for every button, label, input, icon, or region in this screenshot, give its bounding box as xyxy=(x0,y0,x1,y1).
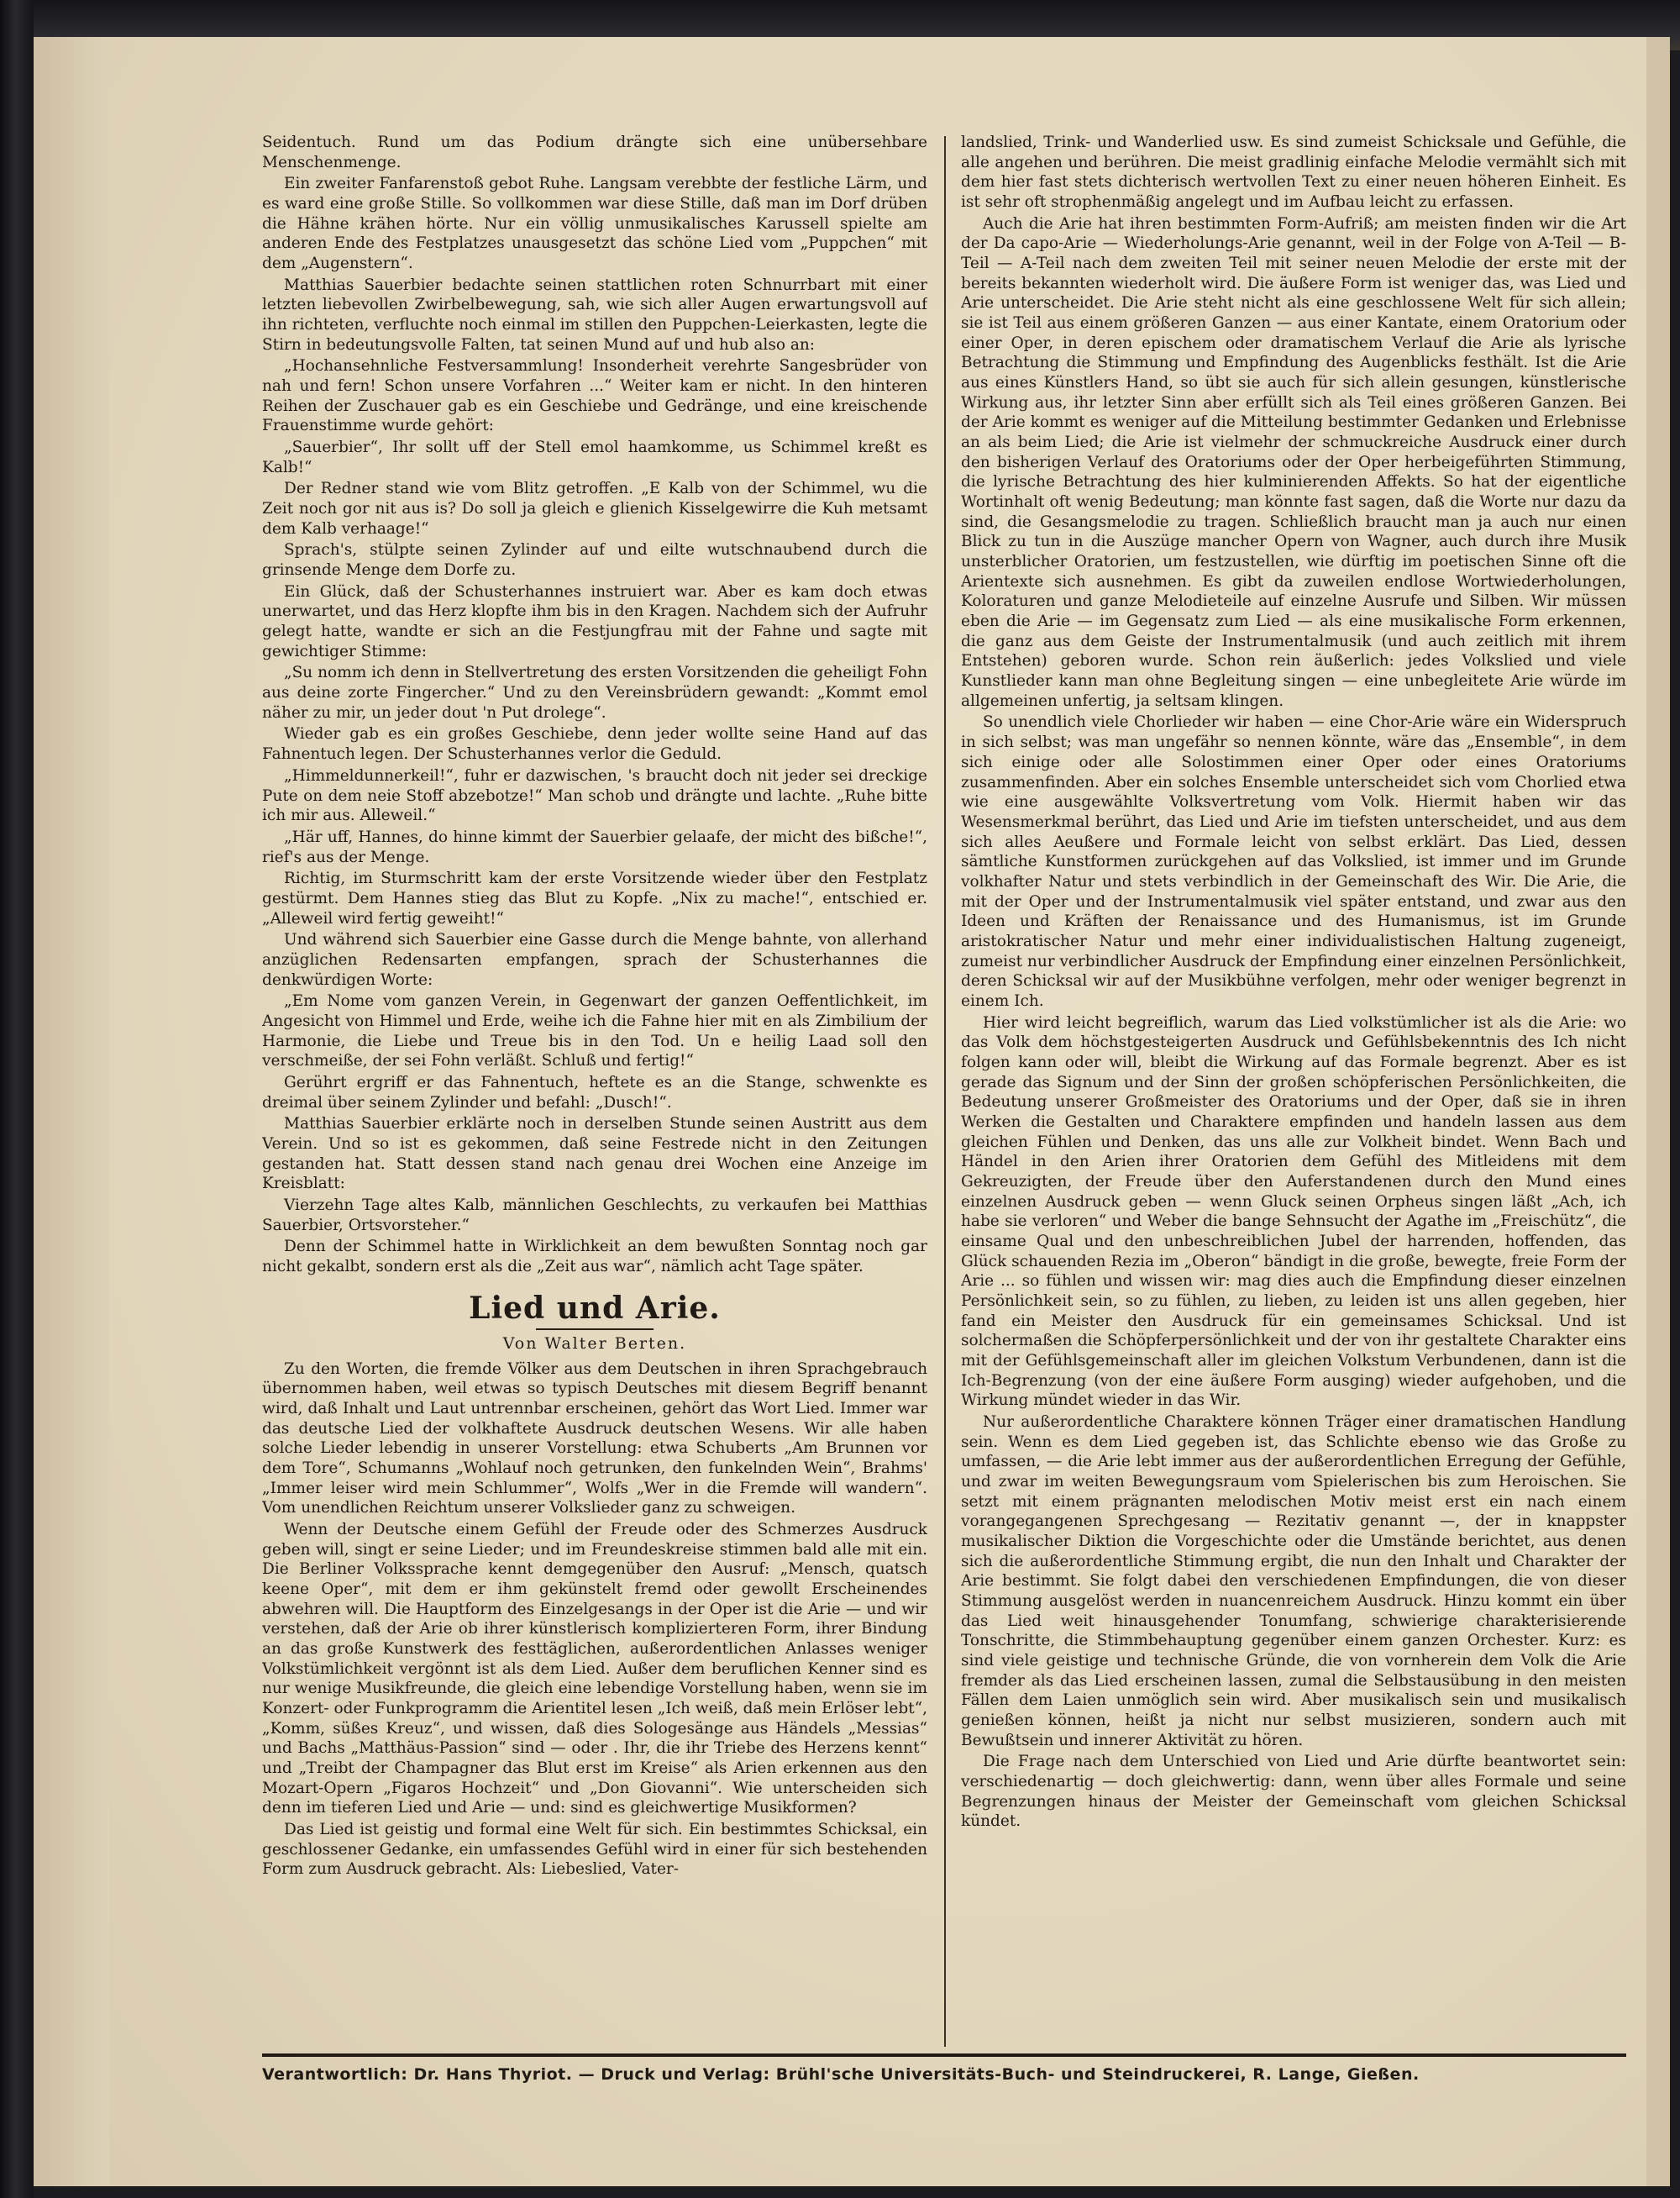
article-byline: Von Walter Berten. xyxy=(502,1334,687,1354)
story-paragraph: Denn der Schimmel hatte in Wirklichkeit an dem bewußten Sonntag noch gar nicht gekalbt, sondern erst als die „Zeit aus war“, nämlich acht Tage später. xyxy=(262,1238,927,1275)
story-paragraph: Und während sich Sauerbier eine Gasse durch die Menge bahnte, von allerhand anzüglichen Redensarten empfangen, sprach der Schusterhannes die denkwürdigen Worte: xyxy=(262,931,927,989)
book-binding xyxy=(0,0,34,2198)
story-paragraph: Ein Glück, daß der Schusterhannes instruiert war. Aber es kam doch etwas unerwartet, und das Herz klopfte ihm bis in den Kragen. Nachdem sich der Aufruhr gelegt hatte, wandte er sich an die Festjungfrau mit der Fahne und sagte mit gewichtiger Stimme: xyxy=(262,582,927,660)
story-paragraph: Sprach's, stülpte seinen Zylinder auf und eilte wutschnaubend durch die grinsende Menge dem Dorfe zu. xyxy=(262,541,927,580)
article-body-start xyxy=(262,1359,927,1880)
article-paragraph: Nur außerordentliche Charaktere können Träger einer dramatischen Handlung sein. Wenn es dem Lied gegeben ist, das Schlichte ebenso wie das Große zu umfassen, — die Arie lebt immer aus der außerordentlichen Erregung der Gefühle, und zwar im weiten Bewegungsraum vom Spielerischen bis zum Heroischen. Sie setzt mit einem prägnanten melodischen Motiv meist erst ein nach einem vorangegangenen Sprechgesang — Rezitativ genannt —, der in knappster musikalischer Diktion die Vorgeschichte oder die Umstände berichtet, aus denen sich die außerordentliche Stimmung ergibt, die nun den Inhalt und Charakter der Arie bestimmt. Sie folgt dabei den verschiedenen Empfindungen, die von dieser Stimmung ausgelöst werden in nuancenreichem Ausdruck. Hinzu kommt ein über das Lied weit hinausgehender Tonumfang, schwierige charakterisierende Tonschritte, die Stimmbehauptung gegenüber einem ganzen Orchester. Kurz: es sind viele geistige und technische Gründe, die von vornherein dem Volk die Arie fremder als das Lied erscheinen lassen, zumal die Selbstausübung in den meisten Fällen dem Laien unmöglich sein wird. Aber musikalisch sein und musikalisch genießen können, heißt ja nicht nur selbst musizieren, sondern auch mit Bewußtsein und innerer Aktivität zu hören. xyxy=(961,1413,1626,1749)
story-paragraph: „Himmeldunnerkeil!“, fuhr er dazwischen, 's braucht doch nit jeder sei dreckige Pute on dem neie Stoff abzebotze!“ Man schob und drängte und lachte. „Ruhe bitte ich mir aus. Alleweil.“ xyxy=(262,766,927,825)
article-paragraph: Auch die Arie hat ihren bestimmten Form-Aufriß; am meisten finden wir die Art der Da capo-Arie — Wiederholungs-Arie genannt, weil in der Folge von A-Teil — B-Teil — A-Teil nach dem zweiten Teil mit seiner neuen Melodie der erste mit der bereits bekannten wiederholt wird. Die äußere Form ist weniger das, was Lied und Arie unterscheidet. Die Arie steht nicht als eine geschlossene Welt für sich allein; sie ist Teil aus einem größeren Ganzen — aus einer Kantate, einem Oratorium oder einer Oper, in deren epischem oder dramatischem Verlauf die Arie als lyrische Betrachtung die Stimmung und Empfindung des Augenblicks festhält. Ist die Arie aus eines Künstlers Hand, so übt sie auch für sich allein gesungen, künstlerische Wirkung aus, ihr letzter Sinn aber erfüllt sich als Teil eines größeren Ganzen. Bei der Arie kommt es weniger auf die Mitteilung bestimmter Gedanken und Erlebnisse an als beim Lied; die Arie ist vielmehr der schmuckreiche Ausdruck einer durch den bisherigen Verlauf des Oratoriums oder der Oper herbeigeführten Stimmung, die lyrische Betrachtung des hier kulminierenden Affekts. So hat der eigentliche Wortinhalt oft wenig Bedeutung; man könnte fast sagen, daß die Worte nur dazu da sind, die Gesangsmelodie zu tragen. Schließlich braucht man ja auch nur einen Blick zu tun in die Auszüge mancher Opern von Wagner, auch durch ihre Musik unsterblicher Oratorien, um festzustellen, wie dürftig im poetischen Sinne oft die Arientexte sich ausnehmen. Es gibt da zuweilen endlose Wortwiederholungen, Koloraturen und ganze Melodieteile auf einzelne Ausrufe und Silben. Wir müssen eben die Arie — im Gegensatz zum Lied — als eine musikalische Form erkennen, die ganz aus dem Geiste der Instrumentalmusik (und auch zeitlich mit ihrem Entstehen) geboren wurde. Schon rein äußerlich: jedes Volkslied und viele Kunstlieder kann man ohne Begleitung singen — eine unbegleitete Arie würde im allgemeinen unfertig, ja seltsam klingen. xyxy=(961,214,1626,710)
story-continuation xyxy=(262,133,927,1277)
newspaper-page xyxy=(262,133,1626,2084)
story-paragraph: Ein zweiter Fanfarenstoß gebot Ruhe. Langsam verebbte der festliche Lärm, und es ward eine große Stille. So vollkommen war diese Stille, daß man im Dorf drüben die Hähne krähen hörte. Nur ein völlig unmusikalisches Karussell spielte am anderen Ende des Festplatzes unausgesetzt das schöne Lied vom „Puppchen“ mit dem „Augenstern“. xyxy=(262,175,927,273)
story-paragraph: „Här uff, Hannes, do hinne kimmt der Sauerbier gelaafe, der micht des bißche!“, rief's aus der Menge. xyxy=(262,828,927,866)
story-paragraph: „Sauerbier“, Ihr sollt uff der Stell emol haamkomme, us Schimmel kreßt es Kalb!“ xyxy=(262,439,927,476)
article-paragraph: Wenn der Deutsche einem Gefühl der Freude oder des Schmerzes Ausdruck geben will, singt er seine Lieder; und im Freundeskreise stimmen bald alle mit ein. Die Berliner Volkssprache kennt demgegenüber den Ausruf: „Mensch, quatsch keene Oper“, mit dem er ihm gekünstelt fremd oder gewollt Erscheinendes abwehren will. Die Hauptform des Einzelgesangs in der Oper ist die Arie — und wir verstehen, daß der Arie ob ihrer künstlerisch komplizierteren Form, ihrer Bindung an das große Kunstwerk des festtäglichen, außerordentlichen Anlasses weniger Volkstümlichkeit vergönnt ist als dem Lied. Außer dem beruflichen Kenner sind es nur wenige Musikfreunde, die gleich eine lebendige Vorstellung haben, wenn sie im Konzert- oder Funkprogramm die Arientitel lesen „Ich weiß, daß mein Erlöser lebt“, „Komm, süßes Kreuz“, und wissen, daß dies Sologesänge aus Händels „Messias“ und Bachs „Matthäus-Passion“ sind — oder . Ihr, die ihr Triebe des Herzens kennt“ und „Treibt der Champagner das Blut erst im Kreise“ als Arien erkennen aus den Mozart-Opern „Figaros Hochzeit“ und „Don Giovanni“. Wie unterscheiden sich denn im tieferen Lied und Arie — und: sind es gleichwertige Musikformen? xyxy=(262,1520,927,1817)
article-paragraph: Hier wird leicht begreiflich, warum das Lied volkstümlicher ist als die Arie: wo das Volk dem höchstgesteigerten Ausdruck und Gefühlsbekenntnis des Ich nicht folgen kann oder will, bleibt die Wirkung auf das Formale begrenzt. Aber es ist gerade das Signum und der Sinn der großen schöpferischen Persönlichkeiten, die Bedeutung unserer Großmeister des Oratoriums und der Oper, daß sie in ihren Werken die Gestalten und Charaktere empfinden und handeln lassen aus dem gleichen Fühlen und Denken, das uns alle zur Volkheit bindet. Wenn Bach und Händel in den Arien ihrer Oratorien dem Gefühl des Mitleidens mit dem Gekreuzigten, der Freude über den Auferstandenen durch den Mund eines einzelnen Ausdruck geben — wenn Gluck seinen Orpheus singen läßt „Ach, ich habe sie verloren“ und Weber die bange Sehnsucht der Agathe im „Freischütz“, die einsame Qual und den unbeschreiblichen Jubel der harrenden, hoffenden, das Glück schauenden Rezia im „Oberon“ bändigt in die große, bewegte, freie Form der Arie ... so fühlen und wissen wir: mag dies auch die Empfindung dieser einzelnen Persönlichkeit sein, so zu fühlen, zu lieben, zu leiden ist uns allen gegeben, hier fand ein Meister den Ausdruck für ein gemeinsames Schicksal. Und ist solchermaßen die Schöpferpersönlichkeit und der von ihr gestaltete Charakter eins mit der Gefühlsgemeinschaft aller im gleichen Volkstum Verbundenen, dann ist die Ich-Begrenzung (von der eine äußere Form ausging) wieder aufgehoben, und die Wirkung mündet wieder in das Wir. xyxy=(961,1013,1626,1410)
article-header xyxy=(262,1292,927,1354)
imprint-line: Verantwortlich: Dr. Hans Thyriot. — Druck und Verlag: Brühl'sche Universitäts-Buch- und Steindruckerei, R. Lange, Gießen. xyxy=(262,2065,1420,2084)
article-title: Lied und Arie. xyxy=(469,1290,721,1326)
article-paragraph: So unendlich viele Chorlieder wir haben — eine Chor-Arie wäre ein Widerspruch in sich selbst; was man ungefähr so nennen könnte, wäre das „Ensemble“, in dem sich einige oder alle Solostimmen einer Oper oder eines Oratoriums zusammenfinden. Aber ein solches Ensemble unterscheidet sich vom Chorlied etwa wie eine ausgewählte Volksvertretung vom Volk. Hiermit haben wir das Wesensmerkmal berührt, das Lied und Arie im tiefsten unterscheidet, und aus dem sich alles Aeußere und Formale leicht von selbst erklärt. Das Lied, dessen sämtliche Kunstformen zurückgehen auf das Volkslied, ist immer und im Grunde volkhafter Natur und stets verbindlich in der Gemeinschaft des Wir. Die Arie, die mit der Oper und der Instrumentalmusik viel später entstand, und zwar aus den Ideen und Kräften der Renaissance und des Humanismus, ist im Grunde aristokratischer Natur und mehr einer individualistischen Haltung zugeneigt, zumeist nur verbindlicher Ausdruck der Empfindung einer einzelnen Persönlichkeit, deren Schicksal wir auf der Musikbühne verfolgen, mehr oder weniger begrenzt in einem Ich. xyxy=(961,713,1626,1010)
story-paragraph: Matthias Sauerbier erklärte noch in derselben Stunde seinen Austritt aus dem Verein. Und so ist es gekommen, daß seine Festrede nicht in den Zeitungen gestanden hat. Statt dessen stand nach genau drei Wochen eine Anzeige im Kreisblatt: xyxy=(262,1115,927,1193)
column-divider xyxy=(944,136,946,2047)
footer-rule xyxy=(262,2053,1626,2057)
story-paragraph: Seidentuch. Rund um das Podium drängte sich eine unübersehbare Menschenmenge. xyxy=(262,134,927,171)
article-paragraph: landslied, Trink- und Wanderlied usw. Es sind zumeist Schicksale und Gefühle, die alle angehen und berühren. Die meist gradlinig einfache Melodie vermählt sich mit dem hier fast stets dichterisch wertvollen Text zu einer neuen höheren Einheit. Es ist sehr oft strophenmäßig angelegt und im Aufbau leicht zu erfassen. xyxy=(961,134,1626,212)
article-paragraph: Die Frage nach dem Unterschied von Lied und Arie dürfte beantwortet sein: verschiedenartig — doch gleichwertig: dann, wenn über alles Formale und seine Begrenzungen hinaus der Meister der Gemeinschaft vom gleichen Schicksal kündet. xyxy=(961,1753,1626,1831)
story-paragraph: Vierzehn Tage altes Kalb, männlichen Geschlechts, zu verkaufen bei Matthias Sauerbier, Ortsvorsteher.“ xyxy=(262,1196,927,1234)
story-paragraph: Der Redner stand wie vom Blitz getroffen. „E Kalb von der Schimmel, wu die Zeit noch gor nit aus is? Do soll ja gleich e glienich Kisselgewirre die Kuh metsamt dem Kalb verhaage!“ xyxy=(262,480,927,538)
story-paragraph: Richtig, im Sturmschritt kam der erste Vorsitzende wieder über den Festplatz gestürmt. Dem Hannes stieg das Blut zu Kopfe. „Nix zu mache!“, entschied er. „Alleweil wird fertig geweiht!“ xyxy=(262,870,927,928)
title-rule xyxy=(536,1328,654,1330)
left-column xyxy=(262,133,927,2047)
story-paragraph: „Hochansehnliche Festversammlung! Insonderheit verehrte Sangesbrüder von nah und fern! Schon unsere Vorfahren ...“ Weiter kam er nicht. In den hinteren Reihen der Zuschauer gab es ein Geschiebe und Gedränge, und eine kreischende Frauenstimme wurde gehört: xyxy=(262,357,927,435)
story-paragraph: Matthias Sauerbier bedachte seinen stattlichen roten Schnurrbart mit einer letzten liebevollen Zwirbelbewegung, sah, wie sich aller Augen erwartungsvoll auf ihn richteten, verfluchte noch einmal im stillen den Puppchen-Leierkasten, legte die Stirn in bedeutungsvolle Falten, tat seinen Mund auf und hub also an: xyxy=(262,276,927,354)
story-paragraph: „Su nomm ich denn in Stellvertretung des ersten Vorsitzenden die geheiligt Fohn aus deine zorte Fingercher.“ Und zu den Vereinsbrüdern gewandt: „Kommt emol näher zu mir, un jeder dout 'n Put drolege“. xyxy=(262,664,927,722)
article-paragraph: Das Lied ist geistig und formal eine Welt für sich. Ein bestimmtes Schicksal, ein geschlossener Gedanke, ein umfassendes Gefühl wird in einer für sich bestehenden Form zum Ausdruck gebracht. Als: Liebeslied, Vater- xyxy=(262,1820,927,1879)
paper-right-margin xyxy=(1646,37,1670,2186)
story-paragraph: Gerührt ergriff er das Fahnentuch, heftete es an die Stange, schwenkte es dreimal über seinem Zylinder und befahl: „Dusch!“. xyxy=(262,1073,927,1112)
story-paragraph: „Em Nome vom ganzen Verein, in Gegenwart der ganzen Oeffentlichkeit, im Angesicht von Himmel und Erde, weihe ich die Fahne hier mit en als Zimbilium der Harmonie, die Liebe und Treue bis in den Tod. Un e heilig Laad soll den verschmeiße, der sei Fohn verläßt. Schluß und fertig!“ xyxy=(262,992,927,1070)
right-column xyxy=(961,133,1626,2047)
article-paragraph: Zu den Worten, die fremde Völker aus dem Deutschen in ihren Sprachgebrauch übernommen haben, weil etwas so typisch Deutsches mit diesem Begriff benannt wird, daß Inhalt und Laut untrennbar erscheinen, gehört das Wort Lied. Immer war das deutsche Lied der volkhaftete Ausdruck deutschen Wesens. Wir alle haben solche Lieder lebendig in unserer Vorstellung: etwa Schuberts „Am Brunnen vor dem Tore“, Schumanns „Wohlauf noch getrunken, den funkelnden Wein“, Brahms' „Immer leiser wird mein Schlummer“, Wolfs „Wer in die Fremde will wandern“. Vom unendlichen Reichtum unserer Volkslieder ganz zu schweigen. xyxy=(262,1359,927,1517)
story-paragraph: Wieder gab es ein großes Geschiebe, denn jeder wollte seine Hand auf das Fahnentuch legen. Der Schusterhannes verlor die Geduld. xyxy=(262,725,927,764)
paper-left-margin xyxy=(34,37,109,2186)
